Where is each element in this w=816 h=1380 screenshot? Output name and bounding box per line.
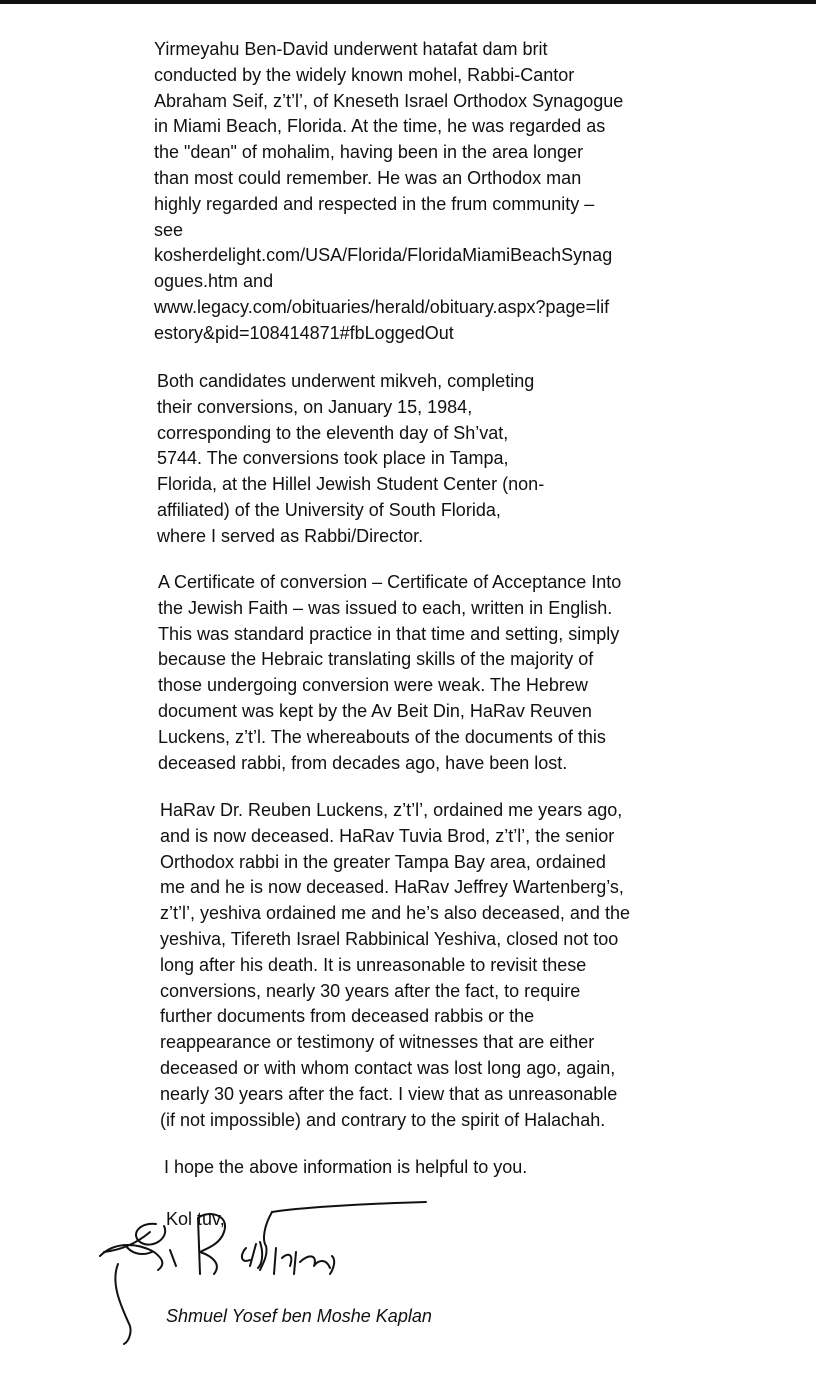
- text-line: those undergoing conversion were weak. The Hebrew: [158, 675, 588, 696]
- text-line: www.legacy.com/obituaries/herald/obituary.aspx?page=lif: [154, 296, 610, 317]
- text-line: ogues.htm and: [154, 271, 274, 292]
- text-line: their conversions, on January 15, 1984,: [157, 396, 473, 417]
- text-line: because the Hebraic translating skills of the majority of: [158, 649, 594, 670]
- text-line: HaRav Dr. Reuben Luckens, z’t’l’, ordained me years ago,: [160, 800, 623, 820]
- text-line: A Certificate of conversion – Certificate of Acceptance Into: [158, 572, 622, 592]
- signer-name: Shmuel Yosef ben Moshe Kaplan: [166, 1306, 432, 1326]
- valediction: Kol tuv,: [166, 1209, 225, 1229]
- text-line: the Jewish Faith – was issued to each, written in English.: [158, 597, 613, 618]
- paragraph-certificate: [158, 570, 621, 776]
- text-line: me and he is now deceased. HaRav Jeffrey Wartenberg’s,: [160, 877, 624, 898]
- text-line: the "dean" of mohalim, having been in the area longer: [154, 142, 584, 163]
- paragraph-ordination: [160, 798, 630, 1133]
- text-line: where I served as Rabbi/Director.: [157, 525, 424, 546]
- text-line: This was standard practice in that time and setting, simply: [158, 623, 620, 644]
- text-line: Abraham Seif, z’t’l’, of Kneseth Israel Orthodox Synagogue: [154, 90, 624, 111]
- text-line: Yirmeyahu Ben-David underwent hatafat dam brit: [154, 39, 548, 59]
- text-line: see: [154, 219, 184, 240]
- text-line: nearly 30 years after the fact. I view that as unreasonable: [160, 1083, 618, 1104]
- text-line: affiliated) of the University of South Florida,: [157, 499, 501, 520]
- text-line: Luckens, z’t’l. The whereabouts of the documents of this: [158, 726, 606, 747]
- text-line: Florida, at the Hillel Jewish Student Center (non-: [157, 474, 545, 495]
- text-line: conducted by the widely known mohel, Rabbi-Cantor: [154, 64, 575, 85]
- text-line: highly regarded and respected in the frum community –: [154, 193, 595, 214]
- text-line: estory&pid=108414871#fbLoggedOut: [154, 322, 454, 343]
- text-line: and is now deceased. HaRav Tuvia Brod, z’t’l’, the senior: [160, 825, 615, 846]
- text-line: Both candidates underwent mikveh, completing: [157, 371, 535, 391]
- text-line: corresponding to the eleventh day of Sh’vat,: [157, 422, 509, 443]
- text-line: document was kept by the Av Beit Din, HaRav Reuven: [158, 700, 592, 721]
- top-border-rule: [0, 0, 816, 4]
- text-line: deceased rabbi, from decades ago, have been lost.: [158, 752, 568, 773]
- text-line: Orthodox rabbi in the greater Tampa Bay area, ordained: [160, 851, 606, 872]
- text-line: deceased or with whom contact was lost long ago, again,: [160, 1057, 616, 1078]
- paragraph-mikveh: [157, 369, 544, 550]
- text-line: long after his death. It is unreasonable to revisit these: [160, 954, 587, 975]
- closing-line: I hope the above information is helpful to you.: [164, 1157, 528, 1177]
- text-line: 5744. The conversions took place in Tampa,: [157, 448, 509, 469]
- text-line: reappearance or testimony of witnesses that are either: [160, 1032, 595, 1053]
- text-line: conversions, nearly 30 years after the fact, to require: [160, 980, 581, 1001]
- text-line: in Miami Beach, Florida. At the time, he was regarded as: [154, 116, 606, 137]
- text-line: than most could remember. He was an Orthodox man: [154, 167, 582, 188]
- text-line: yeshiva, Tifereth Israel Rabbinical Yeshiva, closed not too: [160, 928, 619, 949]
- text-line: further documents from deceased rabbis or the: [160, 1006, 535, 1027]
- paragraph-hatafat-dam-brit: [154, 37, 623, 347]
- text-line: z’t’l’, yeshiva ordained me and he’s also deceased, and the: [160, 903, 630, 924]
- text-line: kosherdelight.com/USA/Florida/FloridaMiamiBeachSynag: [154, 245, 613, 266]
- text-line: (if not impossible) and contrary to the spirit of Halachah.: [160, 1109, 606, 1130]
